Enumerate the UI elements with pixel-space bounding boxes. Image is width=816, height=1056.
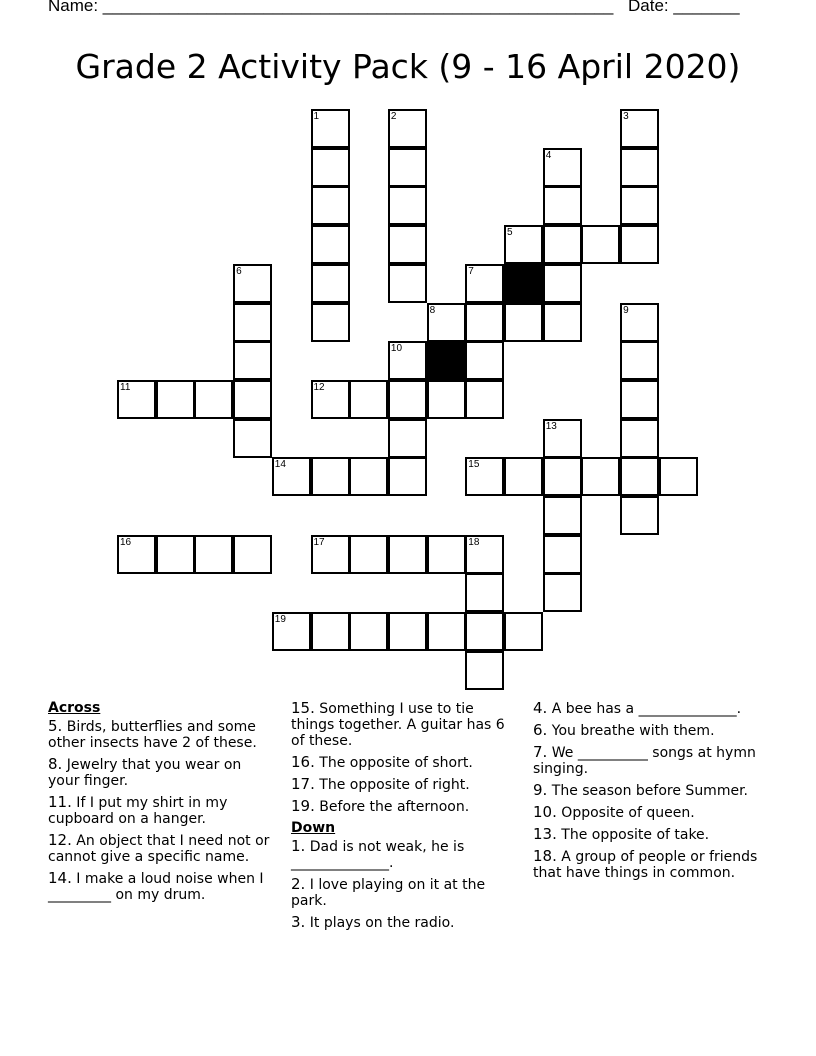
- crossword-cell[interactable]: [117, 380, 156, 419]
- clue-item-number: 5.: [48, 717, 63, 735]
- crossword-cell[interactable]: [620, 496, 659, 535]
- crossword-cell[interactable]: [388, 419, 427, 458]
- clue-number: 12: [313, 381, 325, 393]
- crossword-cell[interactable]: [465, 264, 504, 303]
- crossword-cell[interactable]: [272, 612, 311, 651]
- clue-item: [291, 700, 521, 749]
- crossword-cell[interactable]: [388, 109, 427, 148]
- clue-number: 4: [545, 149, 552, 161]
- crossword-cell[interactable]: [620, 457, 659, 496]
- clue-item-number: 17.: [291, 775, 315, 793]
- clue-item: [48, 756, 276, 789]
- crossword-cell[interactable]: [581, 225, 620, 264]
- clue-item: [533, 782, 758, 799]
- crossword-cell[interactable]: [620, 225, 659, 264]
- clue-item-text: The season before Summer.: [547, 783, 748, 799]
- crossword-cell[interactable]: [233, 419, 272, 458]
- clue-item-number: 10.: [533, 803, 557, 821]
- clue-item-text: If I put my shirt in my cupboard on a hanger.: [48, 795, 228, 827]
- clue-number: 19: [274, 614, 286, 626]
- crossword-cell[interactable]: [620, 303, 659, 342]
- crossword-cell[interactable]: [543, 419, 582, 458]
- crossword-cell[interactable]: [388, 457, 427, 496]
- crossword-cell[interactable]: [465, 457, 504, 496]
- crossword-cell[interactable]: [311, 148, 350, 187]
- clue-item-number: 9.: [533, 781, 548, 799]
- clue-item-text: Before the afternoon.: [314, 799, 470, 815]
- clue-number: 10: [390, 343, 403, 355]
- crossword-cell[interactable]: [311, 225, 350, 264]
- clue-item-text: I make a loud noise when I _________ on my drum.: [48, 871, 264, 903]
- clue-number: 8: [429, 304, 436, 316]
- crossword-cell[interactable]: [388, 380, 427, 419]
- crossword-cell[interactable]: [659, 457, 698, 496]
- clue-item-text: Opposite of queen.: [556, 805, 695, 821]
- crossword-cell[interactable]: [311, 264, 350, 303]
- clue-item-number: 13.: [533, 825, 557, 843]
- clue-item-number: 3.: [291, 913, 306, 931]
- clue-item-number: 12.: [48, 831, 72, 849]
- date-field-label: Date: _______: [628, 0, 740, 15]
- crossword-blocked-cell: [504, 264, 543, 303]
- crossword-cell[interactable]: [388, 148, 427, 187]
- clue-number: 18: [468, 536, 480, 548]
- crossword-cell[interactable]: [311, 109, 350, 148]
- crossword-cell[interactable]: [349, 535, 388, 574]
- crossword-cell[interactable]: [349, 612, 388, 651]
- crossword-cell[interactable]: [311, 380, 350, 419]
- clue-item-text: Birds, butterflies and some other insects have 2 of these.: [48, 719, 257, 751]
- crossword-cell[interactable]: [543, 225, 582, 264]
- crossword-cell[interactable]: [620, 186, 659, 225]
- clue-number: 6: [236, 265, 242, 277]
- crossword-cell[interactable]: [388, 535, 427, 574]
- clue-number: 13: [545, 420, 557, 432]
- crossword-cell[interactable]: [156, 380, 195, 419]
- clue-number: 16: [120, 536, 132, 548]
- crossword-cell[interactable]: [388, 612, 427, 651]
- name-field-label: Name: ______________________________________________________: [48, 0, 614, 15]
- clue-number: 3: [623, 111, 629, 122]
- clue-item: [533, 700, 758, 717]
- clue-number: 7: [468, 265, 474, 277]
- crossword-cell[interactable]: [311, 535, 350, 574]
- clue-section-heading: Down: [291, 820, 336, 836]
- crossword-cell[interactable]: [388, 264, 427, 303]
- crossword-cell[interactable]: [465, 380, 504, 419]
- crossword-cell[interactable]: [504, 612, 543, 651]
- clue-item-number: 4.: [533, 699, 548, 717]
- clue-item: [533, 826, 758, 843]
- crossword-cell[interactable]: [388, 186, 427, 225]
- clue-item: [533, 804, 758, 821]
- crossword-cell[interactable]: [194, 535, 233, 574]
- crossword-cell[interactable]: [427, 303, 466, 342]
- clue-item-number: 18.: [533, 847, 557, 865]
- clue-item-text: The opposite of short.: [314, 755, 473, 771]
- crossword-cell[interactable]: [465, 341, 504, 380]
- crossword-cell[interactable]: [620, 380, 659, 419]
- crossword-cell[interactable]: [620, 341, 659, 380]
- clue-item-number: 19.: [291, 797, 315, 815]
- clue-item-text: An object that I need not or cannot give a specific name.: [48, 833, 270, 865]
- clue-item: [291, 838, 521, 871]
- crossword-cell[interactable]: [465, 573, 504, 612]
- clue-item: [48, 832, 276, 865]
- crossword-cell[interactable]: [349, 457, 388, 496]
- clue-number: 11: [120, 381, 131, 393]
- clue-number: 15: [468, 459, 480, 471]
- clue-number: 1: [313, 111, 320, 122]
- crossword-cell[interactable]: [233, 264, 272, 303]
- clue-item-text: The opposite of take.: [556, 827, 710, 843]
- clue-item-number: 11.: [48, 793, 72, 811]
- clue-number: 14: [274, 459, 286, 471]
- clues-column-3: [533, 700, 758, 886]
- crossword-cell[interactable]: [349, 380, 388, 419]
- crossword-cell[interactable]: [311, 303, 350, 342]
- clue-item: [48, 870, 276, 903]
- clue-item-number: 16.: [291, 753, 315, 771]
- crossword-cell[interactable]: [388, 225, 427, 264]
- clue-number: 17: [313, 536, 325, 548]
- clue-number: 2: [390, 111, 397, 122]
- clue-item-number: 1.: [291, 837, 306, 855]
- crossword-blocked-cell: [427, 341, 466, 380]
- clue-item-text: A bee has a ______________.: [547, 701, 742, 717]
- clue-item-number: 7.: [533, 743, 548, 761]
- crossword-cell[interactable]: [233, 341, 272, 380]
- clue-number: 5: [507, 227, 513, 239]
- crossword-cell[interactable]: [543, 303, 582, 342]
- clue-item-number: 14.: [48, 869, 72, 887]
- crossword-cell[interactable]: [117, 535, 156, 574]
- clue-number: 9: [623, 304, 629, 316]
- clue-item-text: Dad is not weak, he is ______________.: [291, 839, 465, 871]
- crossword-cell[interactable]: [465, 612, 504, 651]
- page-title: Grade 2 Activity Pack (9 - 16 April 2020): [75, 47, 741, 86]
- clues-column-1: [48, 700, 276, 908]
- crossword-cell[interactable]: [272, 457, 311, 496]
- crossword-cell[interactable]: [311, 457, 350, 496]
- clue-item: [291, 914, 521, 931]
- clue-item: [533, 848, 758, 881]
- crossword-cell[interactable]: [620, 109, 659, 148]
- crossword-cell[interactable]: [465, 535, 504, 574]
- crossword-cell[interactable]: [194, 380, 233, 419]
- crossword-cell[interactable]: [543, 186, 582, 225]
- crossword-cell[interactable]: [465, 303, 504, 342]
- clue-item-text: It plays on the radio.: [305, 915, 455, 931]
- clue-item-text: I love playing on it at the park.: [291, 877, 486, 909]
- clue-item-number: 6.: [533, 721, 548, 739]
- clue-item-text: You breathe with them.: [547, 723, 715, 739]
- crossword-cell[interactable]: [543, 573, 582, 612]
- clue-item: [291, 754, 521, 771]
- clue-section-heading: Across: [48, 700, 101, 716]
- clue-item-number: 15.: [291, 699, 315, 717]
- crossword-cell[interactable]: [465, 651, 504, 690]
- crossword-cell[interactable]: [620, 419, 659, 458]
- clue-item-text: Something I use to tie things together. A guitar has 6 of these.: [291, 701, 505, 749]
- clue-item: [48, 794, 276, 827]
- crossword-cell[interactable]: [543, 264, 582, 303]
- crossword-cell[interactable]: [233, 303, 272, 342]
- crossword-cell[interactable]: [543, 148, 582, 187]
- crossword-cell[interactable]: [543, 496, 582, 535]
- clue-item-number: 8.: [48, 755, 63, 773]
- clue-item: [48, 718, 276, 751]
- crossword-cell[interactable]: [388, 341, 427, 380]
- clue-item: [291, 876, 521, 909]
- crossword-cell[interactable]: [543, 457, 582, 496]
- crossword-cell[interactable]: [311, 612, 350, 651]
- crossword-cell[interactable]: [504, 303, 543, 342]
- crossword-cell[interactable]: [233, 380, 272, 419]
- clue-item-text: The opposite of right.: [314, 777, 470, 793]
- clues-column-2: [291, 700, 521, 936]
- crossword-cell[interactable]: [620, 148, 659, 187]
- clue-item-text: We __________ songs at hymn singing.: [533, 745, 756, 777]
- crossword-cell[interactable]: [504, 225, 543, 264]
- crossword-cell[interactable]: [233, 535, 272, 574]
- crossword-cell[interactable]: [156, 535, 195, 574]
- clue-item-text: Jewelry that you wear on your finger.: [48, 757, 242, 789]
- crossword-cell[interactable]: [504, 457, 543, 496]
- crossword-cell[interactable]: [311, 186, 350, 225]
- crossword-cell[interactable]: [543, 535, 582, 574]
- clue-item: [291, 798, 521, 815]
- clue-item: [291, 776, 521, 793]
- clue-item-number: 2.: [291, 875, 306, 893]
- clue-item: [533, 744, 758, 777]
- crossword-cell[interactable]: [581, 457, 620, 496]
- clue-item-text: A group of people or friends that have things in common.: [533, 849, 758, 881]
- clue-item: [533, 722, 758, 739]
- crossword-cell[interactable]: [427, 380, 466, 419]
- crossword-cell[interactable]: [427, 612, 466, 651]
- crossword-cell[interactable]: [427, 535, 466, 574]
